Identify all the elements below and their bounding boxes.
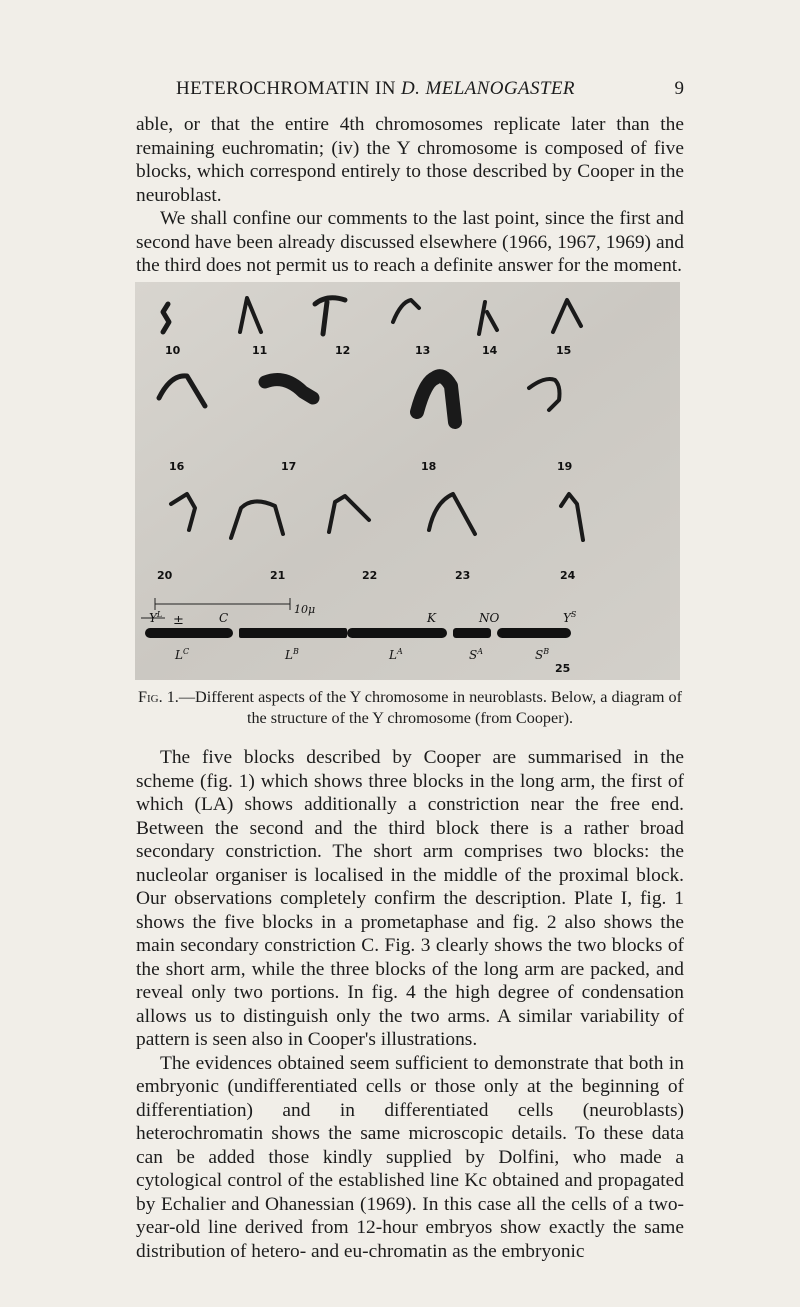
diagram-label: $S^A$ bbox=[469, 647, 484, 662]
panel-number: 14 bbox=[482, 344, 498, 357]
paragraph: We shall confine our comments to the last point, since the first and second have been already discussed elsewhere (1966, 1967, 1969) and the third does not permit us to reach a definite answer for the moment. bbox=[136, 208, 684, 276]
panel-number: 19 bbox=[557, 460, 573, 473]
panel-number: 22 bbox=[362, 569, 378, 582]
running-header bbox=[140, 78, 684, 108]
scale-label: 10μ bbox=[294, 603, 316, 616]
diagram-label: $S^B$ bbox=[535, 647, 550, 662]
panel-number: 18 bbox=[421, 460, 437, 473]
diagram-label: NO bbox=[479, 611, 500, 625]
page-number: 9 bbox=[674, 78, 684, 99]
paragraph: The evidences obtained seem sufficient to demonstrate that both in embryonic (undifferentiated cells or those only at the beginning of differentiation) and in differentiated cells (neuroblasts) heterochromatin shows the same microscopic details. To these data can be added those kindly supplied by Dolfini, who made a cytological control of the established line Kc obtained and propagated by Echalier and Ohanessian (1969). In this case all the cells of a two-year-old line derived from 12-hour embryos show exactly the same distribution of hetero- and eu-chromatin as the embryonic bbox=[136, 1052, 684, 1262]
diagram-label: $L^A$ bbox=[389, 647, 403, 662]
paragraph: able, or that the entire 4th chromosomes replicate later than the remaining euchromatin; (iv) the Y chromosome is composed of five blocks, which correspond entirely to those described by Cooper in the neuroblast. bbox=[136, 114, 684, 206]
figure-caption bbox=[136, 687, 684, 729]
running-title: HETEROCHROMATIN IN D. MELANOGASTER bbox=[176, 78, 575, 99]
diagram-label: $Y^L$ bbox=[149, 610, 163, 625]
diagram-label: K bbox=[427, 611, 436, 625]
paragraph: The five blocks described by Cooper are summarised in the scheme (fig. 1) which shows three blocks in the long arm, the first of which (LA) shows additionally a constriction near the free end. Between the second and the third block there is a rather broad secondary constriction. The short arm comprises two blocks: the nucleolar organiser is localised in the middle of the proximal block. Our observations completely confirm the description. Plate I, fig. 1 shows the five blocks in a prometaphase and fig. 2 also shows the main secondary constriction C. Fig. 3 clearly shows the two blocks of the short arm, while the three blocks of the long arm are packed, and reveal only two portions. In fig. 4 the high degree of condensation allows us to distinguish only the two arms. A similar variability of pattern is seen also in Cooper's illustrations. bbox=[136, 747, 684, 1050]
diagram-label: C bbox=[219, 611, 229, 625]
panel-number: 10 bbox=[165, 344, 181, 357]
caption-label: Fig. 1. bbox=[137, 688, 179, 706]
diagram-label: $L^C$ bbox=[175, 647, 190, 662]
caption-text: —Different aspects of the Y chromosome in neuroblasts. Below, a diagram of the structure of the Y chromosome (from Cooper). bbox=[178, 688, 683, 727]
scale-plus-minus: ± bbox=[173, 613, 184, 628]
panel-number: 23 bbox=[455, 569, 471, 582]
panel-number: 15 bbox=[556, 344, 572, 357]
panel-number: 11 bbox=[252, 344, 268, 357]
diagram-label: $L^B$ bbox=[285, 647, 299, 662]
panel-number: 20 bbox=[157, 569, 173, 582]
bottom-text bbox=[136, 746, 684, 1263]
panel-number: 12 bbox=[335, 344, 351, 357]
panel-number: 24 bbox=[560, 569, 576, 582]
panel-number: 17 bbox=[281, 460, 297, 473]
panel-number: 13 bbox=[415, 344, 431, 357]
figure-plate bbox=[135, 282, 680, 680]
chromosome-10 bbox=[163, 304, 169, 332]
panel-number: 16 bbox=[169, 460, 185, 473]
figure-image bbox=[135, 282, 680, 680]
diagram-label: $Y^S$ bbox=[563, 610, 577, 625]
panel-number: 21 bbox=[270, 569, 286, 582]
panel-number: 25 bbox=[555, 662, 571, 675]
top-text bbox=[136, 113, 684, 278]
